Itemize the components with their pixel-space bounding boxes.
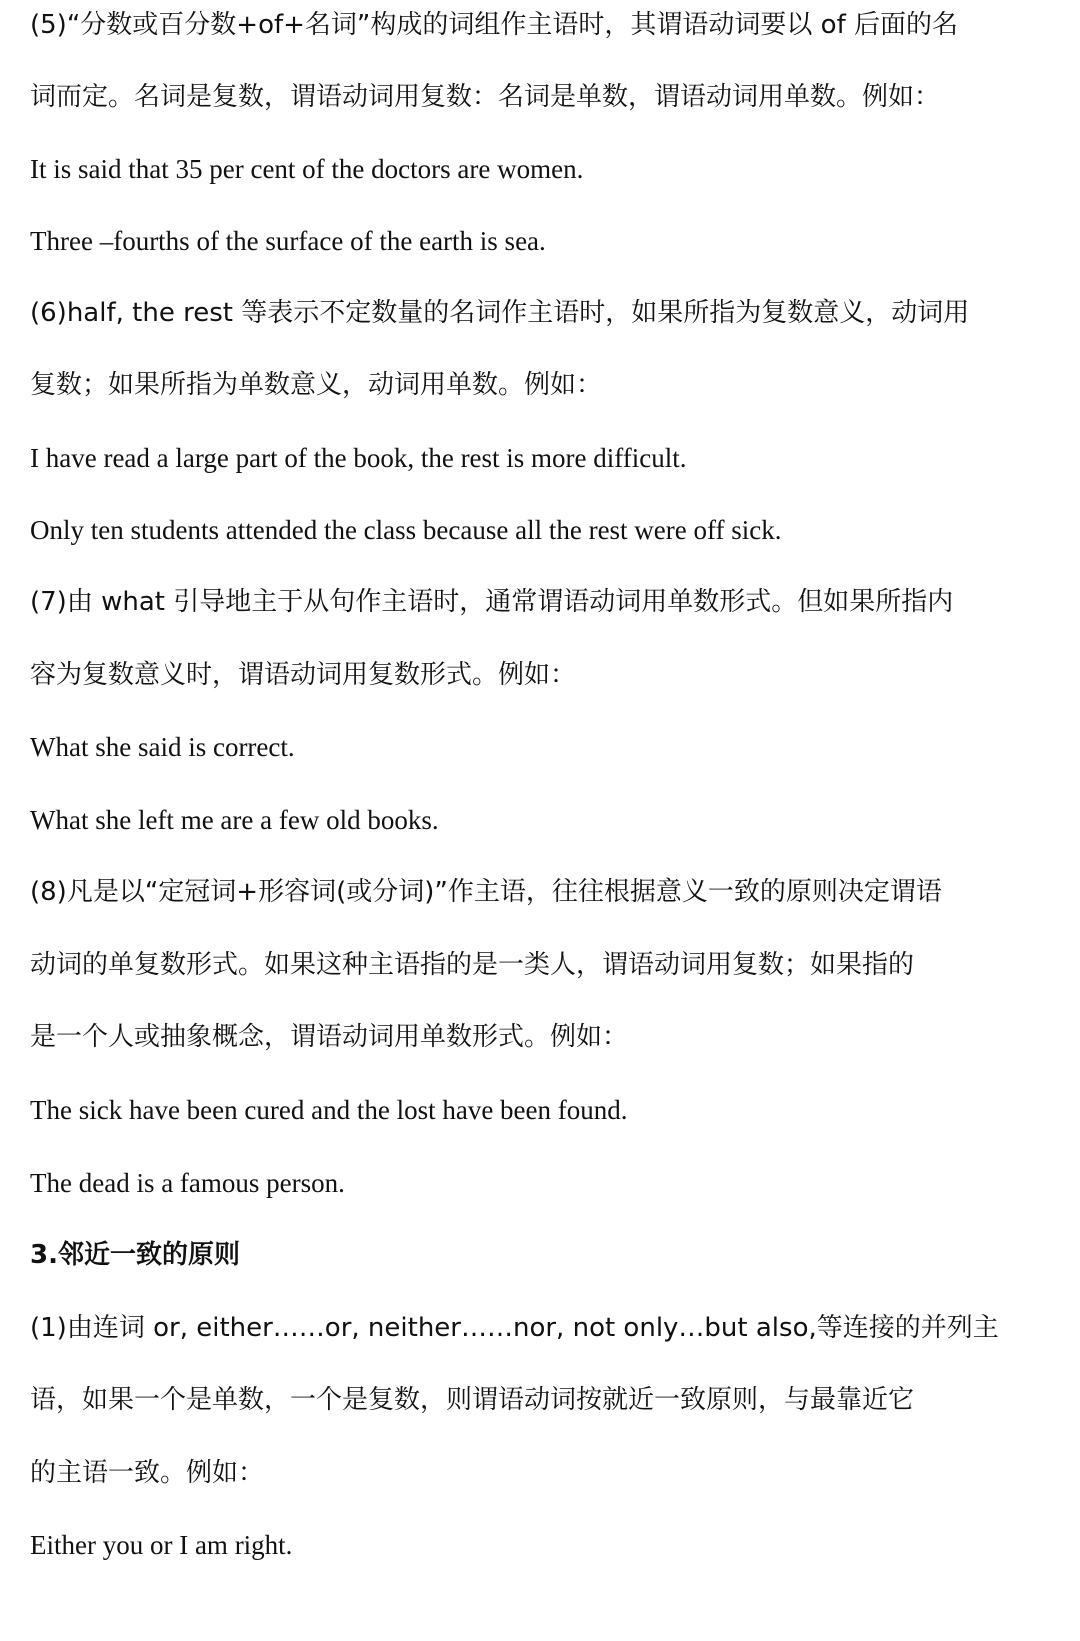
example-sentence: Three –fourths of the surface of the earth is sea. <box>30 226 546 256</box>
example-sentence: The dead is a famous person. <box>30 1168 345 1198</box>
rule-6-text-line-2: 复数；如果所指为单数意义，动词用单数。例如： <box>30 370 603 400</box>
example-sentence: What she left me are a few old books. <box>30 805 439 835</box>
example-sentence: Only ten students attended the class because all the rest were off sick. <box>30 515 782 545</box>
rule-7-text-line-2: 容为复数意义时，谓语动词用复数形式。例如： <box>30 660 577 690</box>
rule-6-text-line-1: (6)half, the rest 等表示不定数量的名词作主语时，如果所指为复数意义，动词用 <box>30 298 970 328</box>
rule-5-text-line-2: 词而定。名词是复数，谓语动词用复数：名词是单数，谓语动词用单数。例如： <box>30 82 941 112</box>
rule-7-text-line-1: (7)由 what 引导地主于从句作主语时，通常谓语动词用单数形式。但如果所指内 <box>30 587 954 617</box>
rule-8-text-line-2: 动词的单复数形式。如果这种主语指的是一类人，谓语动词用复数；如果指的 <box>30 950 915 980</box>
example-sentence: It is said that 35 per cent of the doctors are women. <box>30 154 584 184</box>
rule-5-text-line-1: (5)“分数或百分数+of+名词”构成的词组作主语时，其谓语动词要以 of 后面的名 <box>30 10 958 40</box>
rule-3-1-text-line-3: 的主语一致。例如： <box>30 1458 265 1488</box>
example-sentence: The sick have been cured and the lost have been found. <box>30 1095 628 1125</box>
rule-8-text-line-3: 是一个人或抽象概念，谓语动词用单数形式。例如： <box>30 1022 629 1052</box>
example-sentence: What she said is correct. <box>30 732 295 762</box>
section-heading: 3.邻近一致的原则 <box>30 1240 240 1270</box>
example-sentence: Either you or I am right. <box>30 1530 293 1560</box>
rule-3-1-text-line-2: 语，如果一个是单数，一个是复数，则谓语动词按就近一致原则，与最靠近它 <box>30 1385 915 1415</box>
rule-3-1-text-line-1: (1)由连词 or, either……or, neither……nor, not only…but also,等连接的并列主 <box>30 1313 999 1343</box>
rule-8-text-line-1: (8)凡是以“定冠词+形容词(或分词)”作主语，往往根据意义一致的原则决定谓语 <box>30 877 942 907</box>
example-sentence: I have read a large part of the book, the rest is more difficult. <box>30 443 687 473</box>
